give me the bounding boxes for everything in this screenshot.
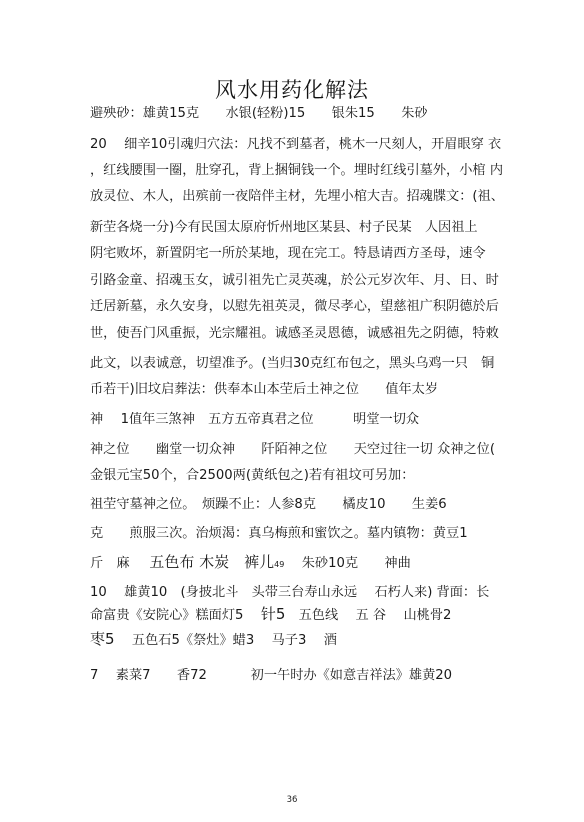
- text-segment: 五色布 木炭: [129, 553, 245, 571]
- text-line-7: 引路金童、招魂玉女，诚引祖先亡灵英魂，於公元岁次年、月、日、时: [90, 273, 499, 288]
- text-line-18: 10 雄黄10 (身披北斗 头带三台寿山永远 石朽人来) 背面：长: [90, 585, 490, 600]
- text-line-19: [90, 605, 451, 625]
- text-segment: 朱砂10克 神曲: [284, 556, 411, 571]
- text-line-20: [90, 630, 337, 650]
- text-line-10: 此文，以表诚意，切望准予。(当归30克红布包之，黑头乌鸡一只 铜: [90, 356, 495, 371]
- text-line-15: 祖茔守墓神之位。 烦躁不止：人参8克 橘皮10 生姜6: [90, 497, 447, 512]
- text-line-17: [90, 553, 411, 574]
- text-segment: 五色石5《祭灶》蜡3 马子3 酒: [114, 633, 337, 648]
- text-line-13: 神之位 幽堂一切众神 阡陌神之位 天空过往一切 众神之位(: [90, 442, 495, 457]
- text-line-5: 新茔各烧一分)今有民国太原府忻州地区某县、村子民某 人因祖上: [90, 220, 478, 235]
- text-segment: 49: [274, 560, 285, 569]
- page-number: 36: [286, 795, 298, 805]
- page-title: 风水用药化解法: [215, 78, 369, 102]
- text-line-16: 克 煎服三次。治烦渴：真乌梅煎和蜜饮之。墓内镇物：黄豆1: [90, 526, 468, 541]
- text-line-6: 阴宅败坏，新置阴宅一所於某地，现在完工。特恳请西方圣母，速令: [90, 246, 486, 261]
- text-segment: 针5: [260, 605, 286, 623]
- text-line-4: 放灵位、木人，出殡前一夜陪伴主材，先埋小棺大吉。招魂牒文：(祖、: [90, 189, 504, 204]
- text-line-14: 金银元宝50个，合2500两(黄纸包之)若有祖坟可另加：: [90, 468, 415, 483]
- text-line-12: 神 1值年三煞神 五方五帝真君之位 明堂一切众: [90, 412, 420, 427]
- text-segment: 枣5: [90, 630, 115, 648]
- text-line-9: 世，使吾门风重振，光宗耀祖。诚感圣灵恩德，诚感祖先之阴德，特敕: [90, 326, 499, 341]
- text-line-11: 币若干)旧坟启葬法：供奉本山本茔后土神之位 值年太岁: [90, 382, 439, 397]
- text-line-3: ，红线腰围一圈，肚穿孔，背上捆铜钱一个。埋时红线引墓外，小棺 内: [90, 163, 504, 178]
- text-segment: 五色线 五 谷 山桃骨2: [285, 608, 452, 623]
- text-line-8: 迁居新墓，永久安身，以慰先祖英灵，微尽孝心，望慈祖广积阴德於后: [90, 299, 499, 314]
- text-line-1: 避殃砂：雄黄15克 水银(轻粉)15 银朱15 朱砂: [90, 106, 428, 121]
- text-line-21: 7 素菜7 香72 初一午时办《如意吉祥法》雄黄20: [90, 668, 453, 683]
- text-segment: 斤 麻: [90, 556, 130, 571]
- text-segment: 裤儿: [244, 553, 275, 571]
- text-line-2: 20 细辛10引魂归穴法：凡找不到墓者，桃木一尺刻人，开眉眼穿 衣: [90, 137, 502, 152]
- text-segment: 命富贵《安院心》糕面灯5: [90, 608, 261, 623]
